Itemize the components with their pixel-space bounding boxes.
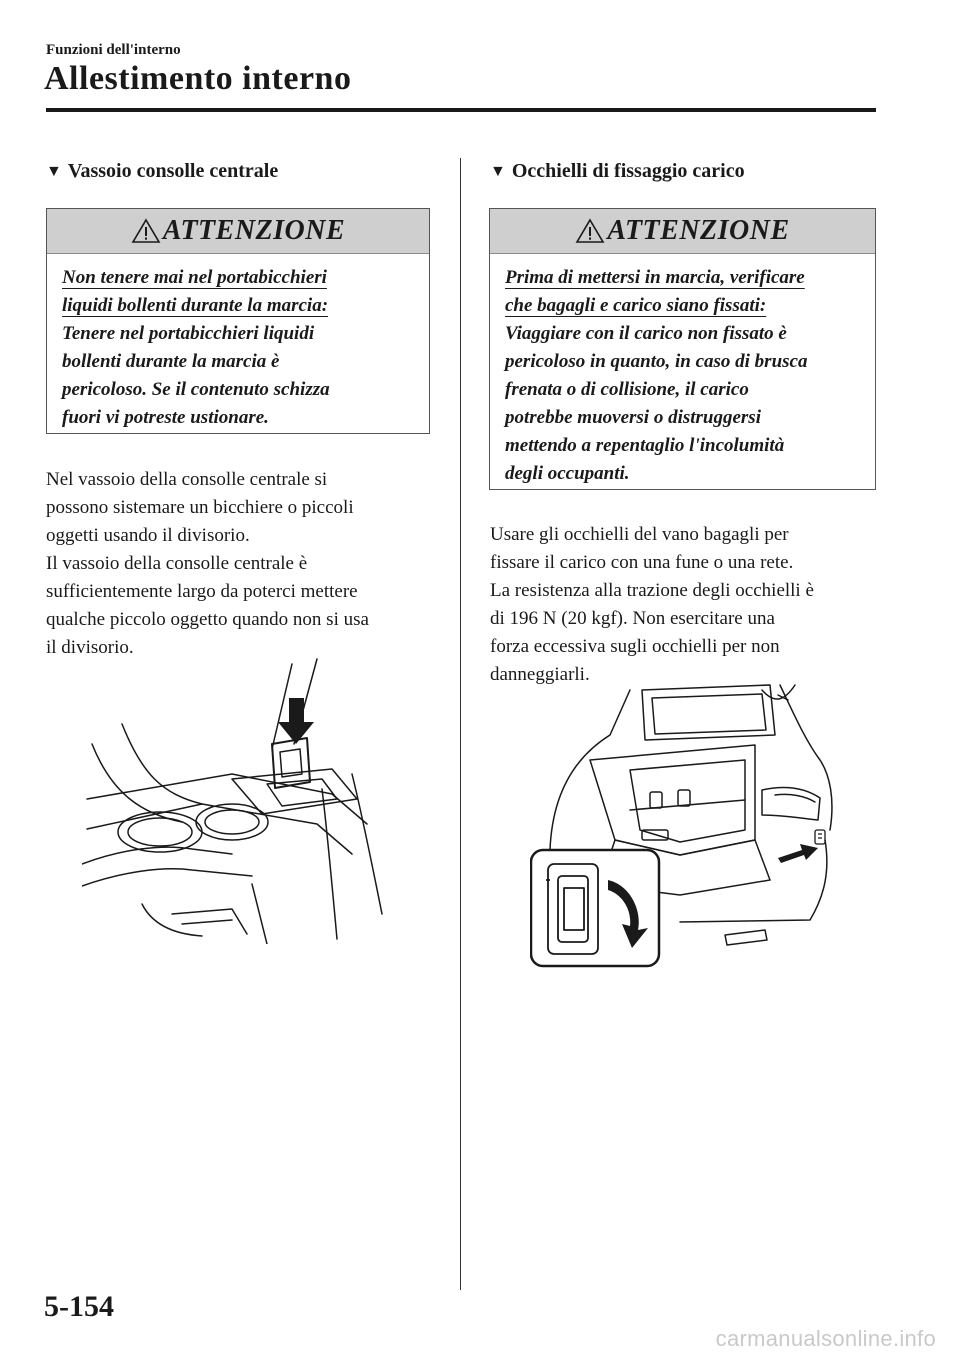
warning-body-line: frenata o di collisione, il carico <box>505 379 749 400</box>
paragraph-line: fissare il carico con una fune o una rete. <box>490 552 794 573</box>
warning-lead-line: Non tenere mai nel portabicchieri <box>62 267 327 288</box>
heading-console-tray-text: Vassoio consolle centrale <box>67 160 279 182</box>
warning-body-line: fuori vi potreste ustionare. <box>62 407 269 428</box>
paragraph-line: il divisorio. <box>46 637 134 658</box>
paragraph-line: Nel vassoio della consolle centrale si <box>46 469 328 490</box>
warning-body-line: bollenti durante la marcia è <box>62 351 280 372</box>
warning-body-line: potrebbe muoversi o distruggersi <box>505 407 761 428</box>
paragraph-line: sufficientemente largo da poterci mettere <box>46 581 358 602</box>
triangle-down-icon: ▼ <box>46 163 62 180</box>
paragraph-line: qualche piccolo oggetto quando non si usa <box>46 609 369 630</box>
watermark: carmanualsonline.info <box>715 1326 936 1351</box>
cargo-hooks-illustration <box>530 680 840 970</box>
header-rule <box>46 108 876 112</box>
warning-body-line: pericoloso in quanto, in caso di brusca <box>505 351 808 372</box>
heading-console-tray <box>46 160 278 183</box>
warning-body-line: Tenere nel portabicchieri liquidi <box>62 323 315 344</box>
arrow-down-icon <box>278 698 314 744</box>
heading-cargo-hooks-text: Occhielli di fissaggio carico <box>511 160 745 182</box>
warning-body <box>490 254 875 502</box>
paragraph-line: oggetti usando il divisorio. <box>46 525 250 546</box>
column-divider <box>460 158 461 1290</box>
heading-cargo-hooks <box>490 160 745 183</box>
hook-symbol-icon <box>815 830 825 844</box>
warning-box-cup-holder <box>46 208 430 434</box>
warning-body-line: pericoloso. Se il contenuto schizza <box>62 379 330 400</box>
warning-lead-line: Prima di mettersi in marcia, verificare <box>505 267 805 288</box>
warning-triangle-icon <box>575 218 605 244</box>
chapter-title: Allestimento interno <box>44 60 352 97</box>
warning-lead-line: liquidi bollenti durante la marcia: <box>62 295 329 316</box>
warning-label: ATTENZIONE <box>162 215 346 246</box>
paragraph-line: danneggiarli. <box>490 664 590 685</box>
warning-body-line: degli occupanti. <box>505 463 630 484</box>
paragraph-line: forza eccessiva sugli occhielli per non <box>490 636 780 657</box>
paragraph-line: possono sistemare un bicchiere o piccoli <box>46 497 354 518</box>
console-tray-illustration <box>82 654 402 944</box>
warning-body <box>47 254 429 446</box>
arrow-pointer-icon <box>778 844 818 863</box>
paragraph-line: Il vassoio della consolle centrale è <box>46 553 308 574</box>
warning-body-line: Viaggiare con il carico non fissato è <box>505 323 787 344</box>
paragraph-line: Usare gli occhielli del vano bagagli per <box>490 524 789 545</box>
warning-box-cargo <box>489 208 876 490</box>
paragraph-line: La resistenza alla trazione degli occhielli è <box>490 580 814 601</box>
warning-body-line: mettendo a repentaglio l'incolumità <box>505 435 785 456</box>
page-number: 5-154 <box>44 1290 114 1323</box>
warning-header <box>47 209 429 254</box>
triangle-down-icon: ▼ <box>490 163 506 180</box>
paragraph-cargo-hooks <box>490 521 814 689</box>
warning-header <box>490 209 875 254</box>
hook-detail-inset <box>531 850 659 966</box>
section-label: Funzioni dell'interno <box>46 42 181 58</box>
warning-lead-line: che bagagli e carico siano fissati: <box>505 295 767 316</box>
paragraph-console-tray <box>46 466 369 662</box>
warning-label: ATTENZIONE <box>607 215 790 246</box>
warning-triangle-icon <box>131 218 161 244</box>
paragraph-line: di 196 N (20 kgf). Non esercitare una <box>490 608 775 629</box>
